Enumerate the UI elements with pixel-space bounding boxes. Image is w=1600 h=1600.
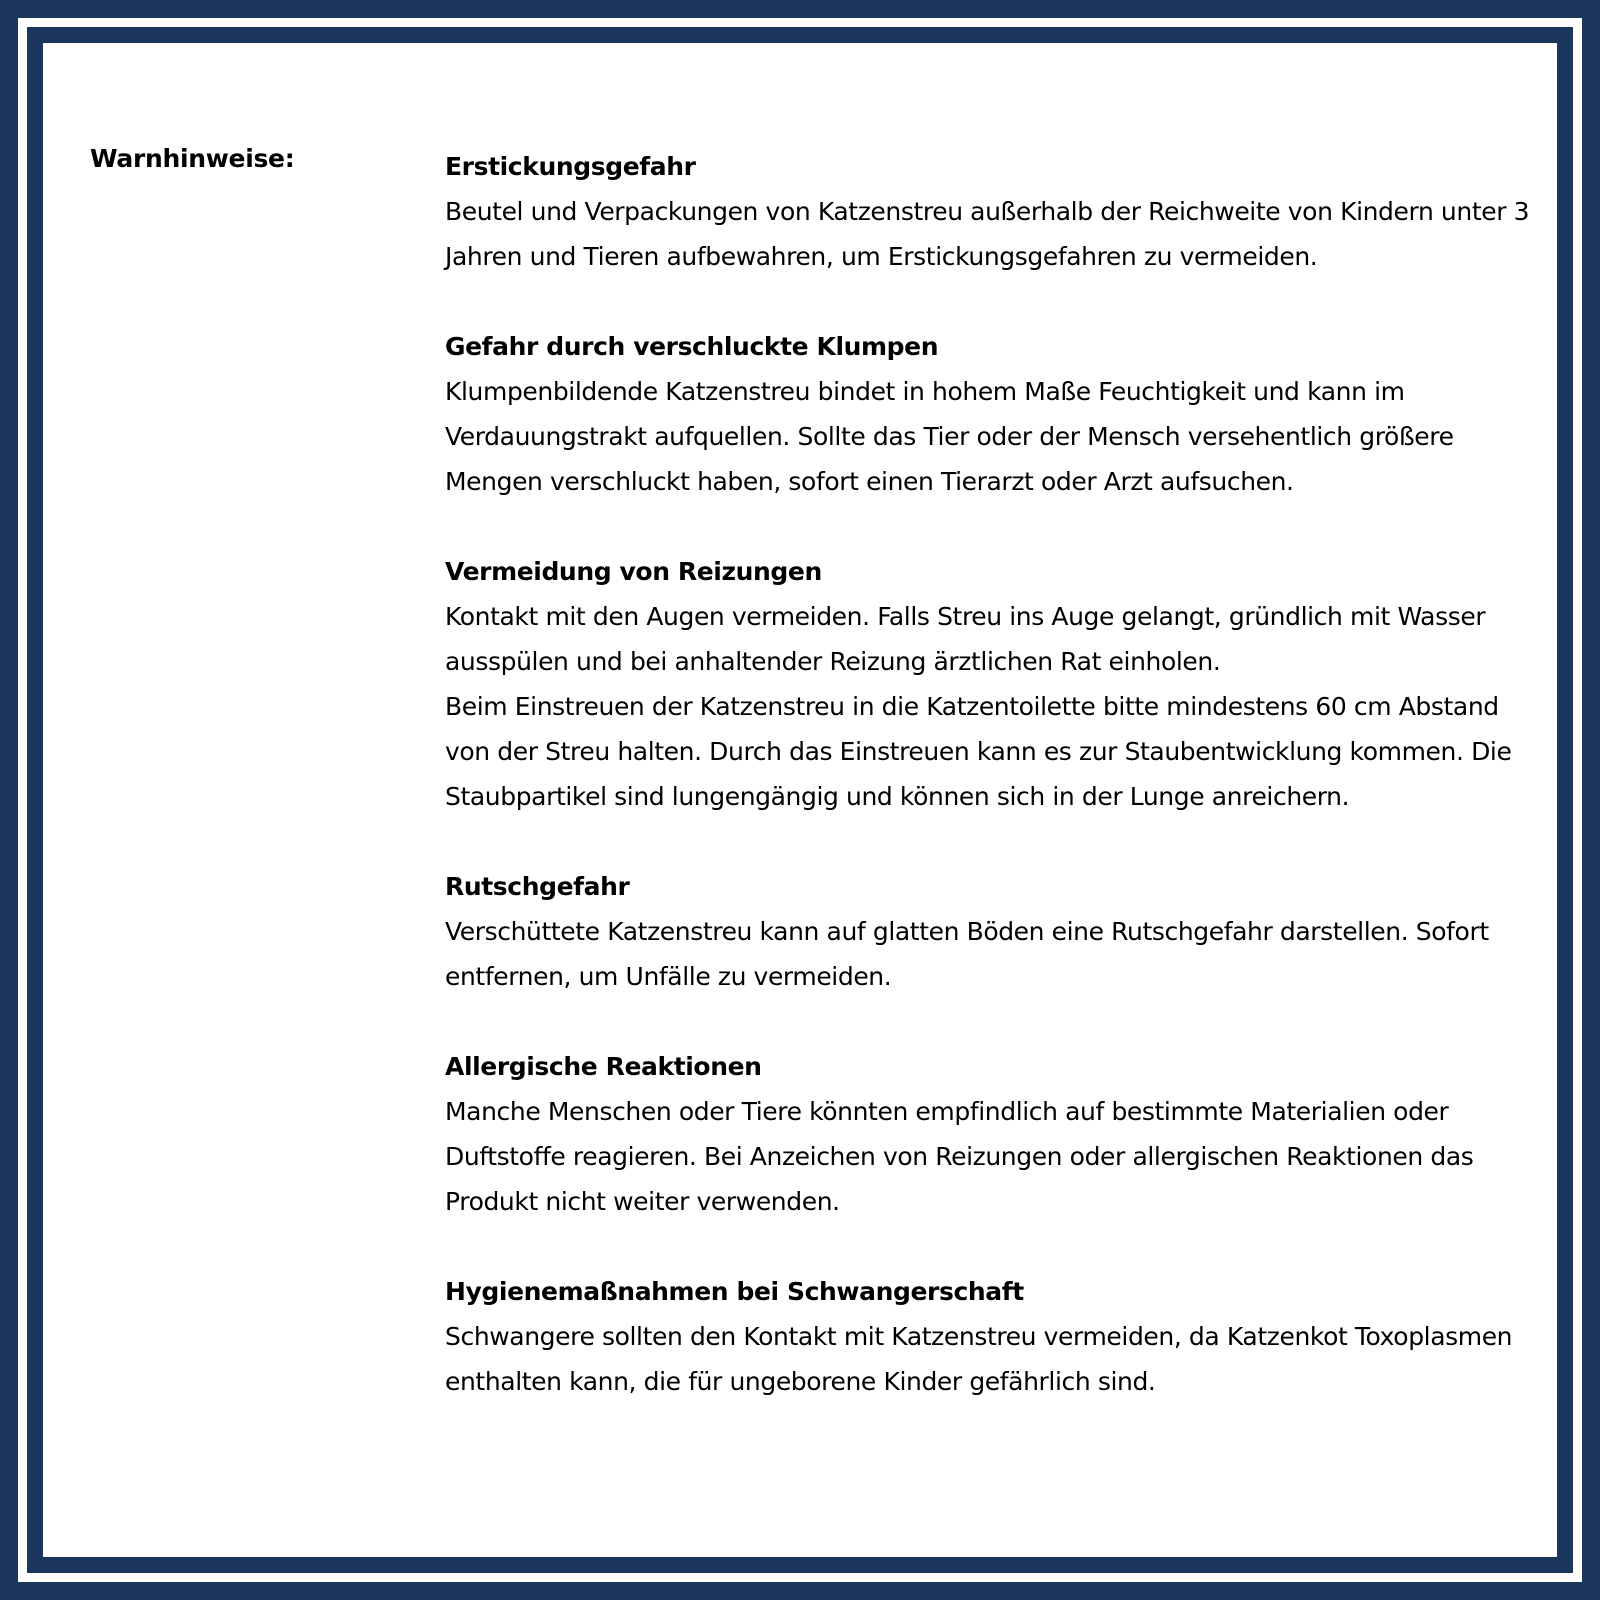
section-body [445, 369, 1545, 504]
warning-section-swallowed-clumps [445, 324, 1545, 504]
section-body [445, 909, 1545, 999]
section-paragraph: Schwangere sollten den Kontakt mit Katzenstreu vermeiden, da Katzenkot Toxoplasmen enthalten kann, die für ungeborene Kinder gefährlich sind. [445, 1322, 1513, 1396]
content-panel [43, 43, 1557, 1557]
section-body [445, 594, 1545, 819]
section-paragraph: Beutel und Verpackungen von Katzenstreu außerhalb der Reichweite von Kindern unter 3 Jahren und Tieren aufbewahren, um Erstickungsgefahren zu vermeiden. [445, 197, 1530, 271]
warning-section-pregnancy [445, 1269, 1545, 1404]
section-body [445, 189, 1545, 279]
section-paragraph: Kontakt mit den Augen vermeiden. Falls Streu ins Auge gelangt, gründlich mit Wasser ausspülen und bei anhaltender Reizung ärztlichen Rat einholen. [445, 602, 1486, 676]
warning-section-slip [445, 864, 1545, 999]
section-title: Allergische Reaktionen [445, 1052, 762, 1081]
section-title: Vermeidung von Reizungen [445, 557, 822, 586]
section-body [445, 1314, 1545, 1404]
warnings-list [445, 144, 1545, 1449]
section-paragraph: Manche Menschen oder Tiere könnten empfindlich auf bestimmte Materialien oder Duftstoffe reagieren. Bei Anzeichen von Reizungen oder allergischen Reaktionen das Produkt nicht weiter verwenden. [445, 1097, 1474, 1216]
section-body [445, 1089, 1545, 1224]
warning-section-choking [445, 144, 1545, 279]
section-title: Erstickungsgefahr [445, 152, 696, 181]
section-title: Rutschgefahr [445, 872, 630, 901]
warning-section-allergy [445, 1044, 1545, 1224]
section-paragraph: Beim Einstreuen der Katzenstreu in die Katzentoilette bitte mindestens 60 cm Abstand von der Streu halten. Durch das Einstreuen kann es zur Staubentwicklung kommen. Die Staubpartikel sind lungengängig und können sich in der Lunge anreichern. [445, 692, 1512, 811]
section-paragraph: Verschüttete Katzenstreu kann auf glatten Böden eine Rutschgefahr darstellen. Sofort entfernen, um Unfälle zu vermeiden. [445, 917, 1489, 991]
warnings-label: Warnhinweise: [90, 144, 295, 173]
section-title: Gefahr durch verschluckte Klumpen [445, 332, 939, 361]
section-title: Hygienemaßnahmen bei Schwangerschaft [445, 1277, 1024, 1306]
warning-section-irritation [445, 549, 1545, 819]
section-paragraph: Klumpenbildende Katzenstreu bindet in hohem Maße Feuchtigkeit und kann im Verdauungstrakt aufquellen. Sollte das Tier oder der Mensch versehentlich größere Mengen verschluckt haben, sofort einen Tierarzt oder Arzt aufsuchen. [445, 377, 1454, 496]
